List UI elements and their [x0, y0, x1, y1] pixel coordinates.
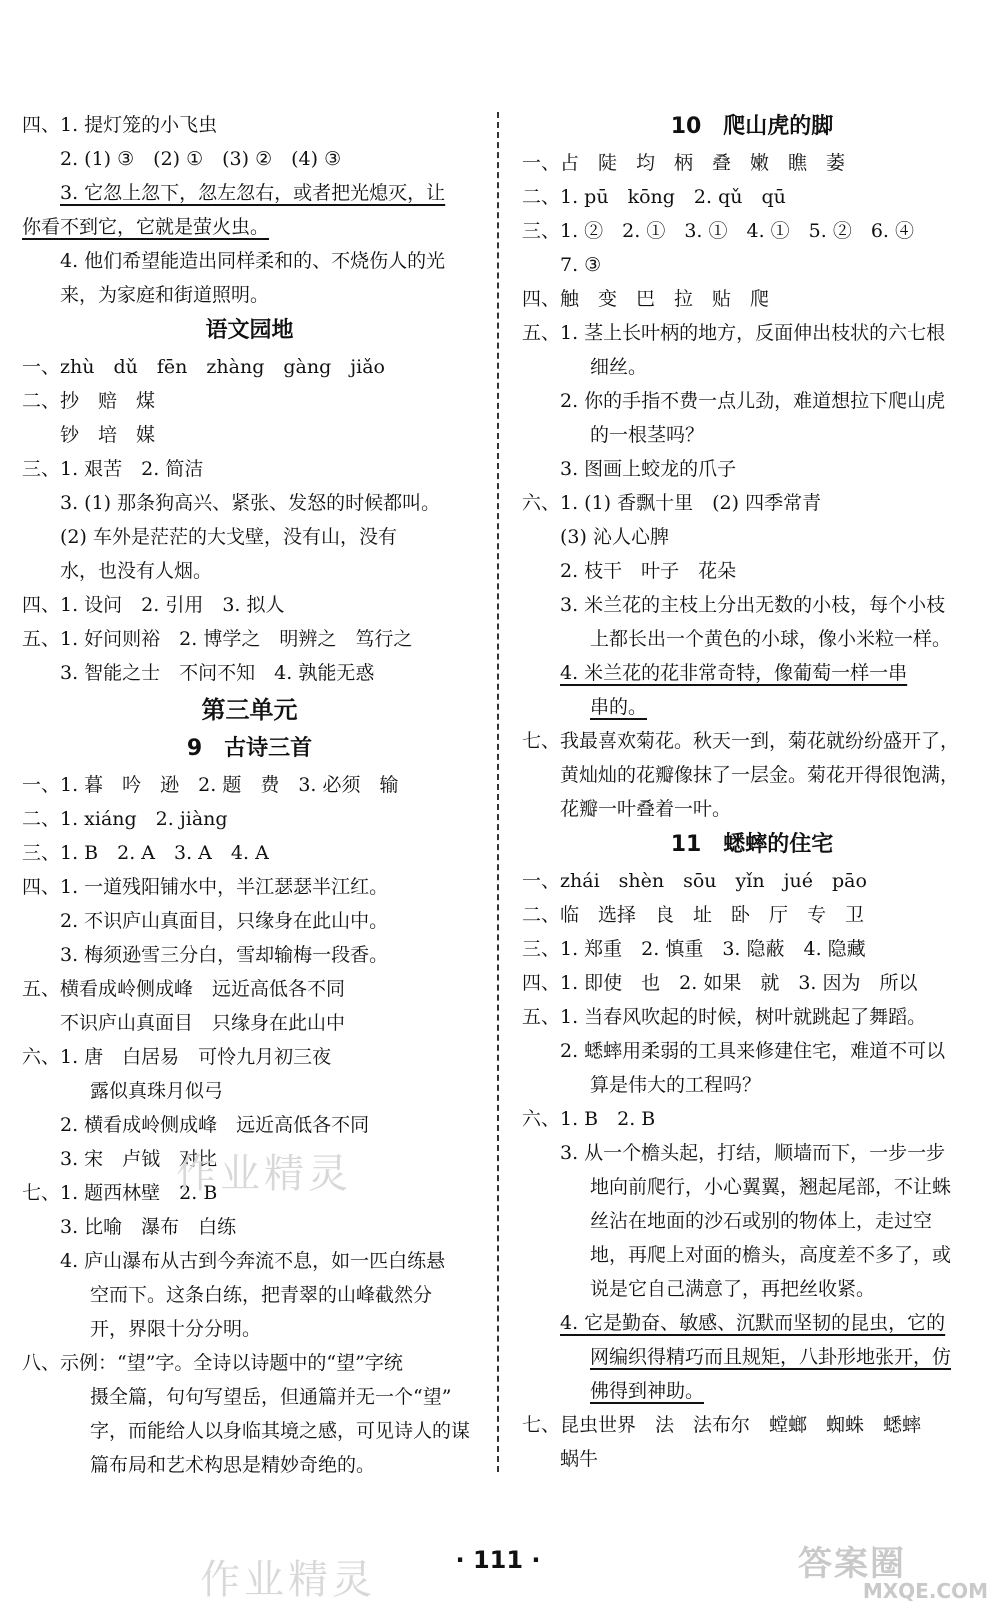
answer-line: 一、占 陡 均 柄 叠 嫩 瞧 萎 [522, 152, 846, 174]
underlined-text: 网编织得精巧而且规矩，八卦形地张开，仿 [590, 1346, 952, 1368]
answer-line: 算是伟大的工程吗？ [590, 1074, 762, 1096]
answer-line: 2. 枝干 叶子 花朵 [560, 560, 737, 582]
logo-title: 答案圈 [798, 1544, 906, 1584]
answer-line: 四、1. 即使 也 2. 如果 就 3. 因为 所以 [522, 972, 918, 994]
answer-line: 3. (1) 那条狗高兴、紧张、发怒的时候都叫。 [60, 492, 441, 514]
answer-line: 3. 从一个檐头起，打结，顺墙而下，一步一步 [560, 1142, 946, 1164]
answer-line: 二、临 选择 良 址 卧 厅 专 卫 [522, 904, 865, 926]
answer-line: 3. 比喻 瀑布 白练 [60, 1216, 237, 1238]
answer-line: 一、zhái shèn sōu yǐn jué pāo [522, 870, 867, 892]
answer-line [522, 1306, 982, 1340]
answer-line: 4. 他们希望能造出同样柔和的、不烧伤人的光 [60, 250, 446, 272]
answer-line: 二、1. pū kōng 2. qǔ qū [522, 186, 786, 208]
answer-line: 四、1. 设问 2. 引用 3. 拟人 [22, 594, 285, 616]
answer-line: 水，也没有人烟。 [60, 560, 213, 582]
answer-line: 开，界限十分分明。 [90, 1318, 262, 1340]
left-column [22, 108, 477, 1482]
right-column [522, 108, 982, 1476]
unit-heading: 第三单元 [201, 696, 298, 724]
answer-line: 三、1. 艰苦 2. 简洁 [22, 458, 204, 480]
answer-line: 2. 横看成岭侧成峰 远近高低各不同 [60, 1114, 370, 1136]
answer-line: 3. 智能之士 不问不知 4. 孰能无惑 [60, 662, 375, 684]
underlined-text: 佛得到神助。 [590, 1380, 705, 1402]
answer-line: 2. 你的手指不费一点儿劲，难道想拉下爬山虎 [560, 390, 946, 412]
answer-line: 三、1. ② 2. ① 3. ① 4. ① 5. ② 6. ④ [522, 220, 915, 242]
column-divider [497, 112, 499, 1472]
answer-line: 上都长出一个黄色的小球，像小米粒一样。 [590, 628, 952, 650]
answer-line: 蜗牛 [560, 1448, 599, 1470]
lesson-heading: 9 古诗三首 [186, 736, 313, 761]
underlined-text: 串的。 [590, 696, 648, 718]
page-number: · 111 · [455, 1546, 541, 1574]
answer-line [22, 210, 477, 244]
answer-line: 丝沾在地面的沙石或别的物体上，走过空 [590, 1210, 933, 1232]
answer-line [522, 1340, 982, 1374]
answer-line: 细丝。 [590, 356, 648, 378]
site-logo [798, 1536, 988, 1603]
answer-line: 4. 庐山瀑布从古到今奔流不息，如一匹白练悬 [60, 1250, 446, 1272]
answer-line: 2. 蟋蟀用柔弱的工具来修建住宅，难道不可以 [560, 1040, 946, 1062]
answer-line: 二、1. xiáng 2. jiàng [22, 808, 228, 830]
lesson-heading: 11 蟋蟀的住宅 [670, 832, 834, 857]
section-heading: 语文园地 [205, 318, 294, 343]
answer-line: 篇布局和艺术构思是精妙奇绝的。 [90, 1454, 376, 1476]
answer-line: (3) 沁人心脾 [560, 526, 669, 548]
answer-line: 一、zhù dǔ fēn zhàng gàng jiǎo [22, 356, 385, 378]
answer-line: 七、1. 题西林壁 2. B [22, 1182, 218, 1204]
answer-line: 三、1. B 2. A 3. A 4. A [22, 842, 269, 864]
lesson-heading: 10 爬山虎的脚 [670, 114, 834, 139]
answer-line: 钞 培 媒 [60, 424, 156, 446]
answer-line: 六、1. 唐 白居易 可怜九月初三夜 [22, 1046, 332, 1068]
answer-line [522, 690, 982, 724]
answer-line: 黄灿灿的花瓣像抹了一层金。菊花开得很饱满， [560, 764, 960, 786]
answer-line [22, 176, 477, 210]
answer-line: 一、1. 暮 吟 逊 2. 题 费 3. 必须 输 [22, 774, 399, 796]
answer-line: 说是它自己满意了，再把丝收紧。 [590, 1278, 876, 1300]
answer-line: 七、我最喜欢菊花。秋天一到，菊花就纷纷盛开了， [522, 730, 960, 752]
answer-line: 六、1. B 2. B [522, 1108, 656, 1130]
answer-line: 四、1. 提灯笼的小飞虫 [22, 114, 218, 136]
answer-line: 摄全篇，句句写望岳，但通篇并无一个“望” [90, 1386, 452, 1408]
answer-line: 五、横看成岭侧成峰 远近高低各不同 [22, 978, 346, 1000]
answer-line: 来，为家庭和街道照明。 [60, 284, 270, 306]
answer-line: 露似真珠月似弓 [90, 1080, 224, 1102]
answer-line: 空而下。这条白练，把青翠的山峰截然分 [90, 1284, 433, 1306]
answer-line: 2. (1) ③ (2) ① (3) ② (4) ③ [60, 148, 342, 170]
answer-line: 五、1. 茎上长叶柄的地方，反面伸出枝状的六七根 [522, 322, 946, 344]
answer-line: 三、1. 郑重 2. 慎重 3. 隐蔽 4. 隐藏 [522, 938, 866, 960]
watermark-text: 作业精灵 [176, 1151, 352, 1197]
answer-line: 四、1. 一道残阳铺水中，半江瑟瑟半江红。 [22, 876, 389, 898]
underlined-text: 4. 它是勤奋、敏感、沉默而坚韧的昆虫，它的 [560, 1312, 946, 1334]
answer-line: 不识庐山真面目 只缘身在此山中 [60, 1012, 346, 1034]
underlined-text: 你看不到它，它就是萤火虫。 [22, 216, 270, 238]
answer-line: 七、昆虫世界 法 法布尔 螳螂 蜘蛛 蟋蟀 [522, 1414, 922, 1436]
underlined-text: 3. 它忽上忽下，忽左忽右，或者把光熄灭，让 [60, 182, 446, 204]
answer-line: 五、1. 好问则裕 2. 博学之 明辨之 笃行之 [22, 628, 413, 650]
answer-line: 3. 梅须逊雪三分白，雪却输梅一段香。 [60, 944, 389, 966]
answer-line: 花瓣一叶叠着一叶。 [560, 798, 732, 820]
answer-line: 六、1. (1) 香飘十里 (2) 四季常青 [522, 492, 822, 514]
answer-line: 二、抄 赔 煤 [22, 390, 156, 412]
answer-line: 2. 不识庐山真面目，只缘身在此山中。 [60, 910, 389, 932]
watermark-text: 作业精灵 [200, 1557, 376, 1603]
answer-line: 3. 图画上蛟龙的爪子 [560, 458, 737, 480]
answer-line: 四、触 变 巴 拉 贴 爬 [522, 288, 770, 310]
underlined-text: 4. 米兰花的花非常奇特，像葡萄一样一串 [560, 662, 908, 684]
answer-line: 字，而能给人以身临其境之感，可见诗人的谋 [90, 1420, 471, 1442]
answer-line: (2) 车外是茫茫的大戈壁，没有山，没有 [60, 526, 397, 548]
logo-url: MXQE.COM [862, 1579, 988, 1603]
answer-line: 地，再爬上对面的檐头，高度差不多了，或 [590, 1244, 952, 1266]
answer-line: 7. ③ [560, 254, 602, 276]
answer-line: 五、1. 当春风吹起的时候，树叶就跳起了舞蹈。 [522, 1006, 927, 1028]
answer-line: 3. 宋 卢钺 对比 [60, 1148, 218, 1170]
answer-line: 3. 米兰花的主枝上分出无数的小枝，每个小枝 [560, 594, 946, 616]
answer-line: 地向前爬行，小心翼翼，翘起尾部，不让蛛 [590, 1176, 952, 1198]
answer-line: 的一根茎吗？ [590, 424, 705, 446]
answer-line: 八、示例：“望”字。全诗以诗题中的“望”字统 [22, 1352, 403, 1374]
answer-line [522, 656, 982, 690]
answer-line [522, 1374, 982, 1408]
